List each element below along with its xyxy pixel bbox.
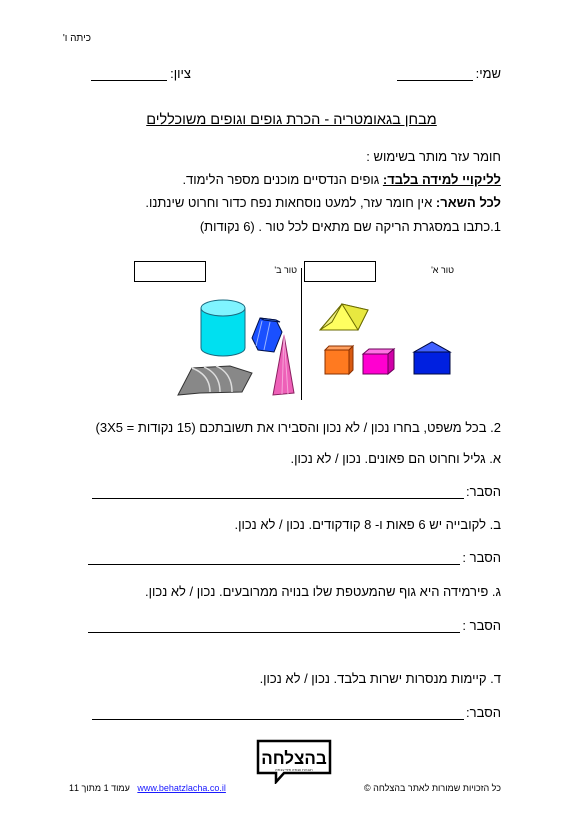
copyright: כל הזכויות שמורות לאתר בהצלחה © (364, 783, 501, 793)
column-b-header: טור ב' (274, 265, 297, 275)
column-a-header: טור א' (431, 265, 454, 275)
name-field[interactable] (397, 66, 501, 81)
explanation-c[interactable] (88, 618, 501, 633)
site-logo[interactable] (254, 738, 334, 784)
statement-a: א. גליל וחרוט הם פאונים. נכון / לא נכון. (290, 451, 501, 466)
statement-d: ד. קיימות מנסרות ישרות בלבד. נכון / לא נכון. (259, 671, 501, 686)
rectangular-prism-icon (363, 349, 394, 374)
explanation-a-label: הסבר: (466, 484, 501, 499)
score-field[interactable] (91, 66, 191, 81)
statement-b: ב. לקובייה יש 6 פאות ו- 8 קודקודים. נכון / לא נכון. (234, 517, 501, 532)
name-line[interactable] (397, 68, 473, 81)
aids-line: חומר עזר מותר בשימוש : (366, 149, 501, 164)
explanation-a-line[interactable] (92, 486, 464, 499)
grade-label: כיתה ו' (62, 33, 91, 44)
statement-c: ג. פירמידה היא גוף שהמעטפת שלו בנויה ממרובעים. נכון / לא נכון. (145, 584, 501, 599)
explanation-c-label: הסבר : (462, 618, 501, 633)
explanation-b-line[interactable] (88, 552, 460, 565)
logo-text: בהצלחה (261, 749, 327, 768)
question-1: 1.כתבו במסגרת הריקה שם מתאים לכל טור . (6 נקודות) (199, 219, 501, 234)
explanation-b[interactable] (88, 550, 501, 565)
score-line[interactable] (91, 68, 167, 81)
explanation-d[interactable] (92, 705, 501, 720)
logo-speech-bubble-icon (254, 738, 334, 784)
page-number: עמוד 1 מתוך 11 (69, 783, 130, 793)
shapes-illustration (170, 280, 470, 405)
logo-subtitle: חוברות עבודה ודפי עבודה (275, 768, 313, 772)
cylinder-icon (201, 300, 245, 356)
lpd-text: גופים הנדסיים מוכנים מספר הלימוד. (182, 172, 383, 187)
book-icon (178, 366, 252, 395)
lpd-label: לליקויי למידה בלבד: (382, 172, 501, 187)
score-label: ציון: (170, 66, 191, 81)
lpd-line (182, 172, 501, 187)
footer-left (69, 783, 226, 793)
name-label: שמי: (475, 66, 501, 81)
answer-box-column-a[interactable] (304, 261, 376, 282)
site-link[interactable]: www.behatzlacha.co.il (137, 783, 226, 793)
others-line (145, 195, 501, 210)
others-text: אין חומר עזר, למעט נוסחאות נפח כדור וחרוט שינתנו. (145, 195, 436, 210)
explanation-d-label: הסבר: (466, 705, 501, 720)
explanation-a[interactable] (92, 484, 501, 499)
triangular-prism-icon (414, 342, 450, 374)
others-label: לכל השאר: (435, 195, 501, 210)
pyramid-icon (320, 304, 368, 330)
cube-icon (325, 346, 353, 374)
explanation-c-line[interactable] (88, 620, 460, 633)
question-2: 2. בכל משפט, בחרו נכון / לא נכון והסבירו את תשובתכם (15 נקודות = 3X5) (95, 420, 501, 435)
explanation-d-line[interactable] (92, 707, 464, 720)
answer-box-column-b[interactable] (134, 261, 206, 282)
page-title: מבחן בגאומטריה - הכרת גופים וגופים משוכללים (146, 112, 437, 128)
hexagonal-prism-icon (252, 318, 282, 352)
explanation-b-label: הסבר : (462, 550, 501, 565)
